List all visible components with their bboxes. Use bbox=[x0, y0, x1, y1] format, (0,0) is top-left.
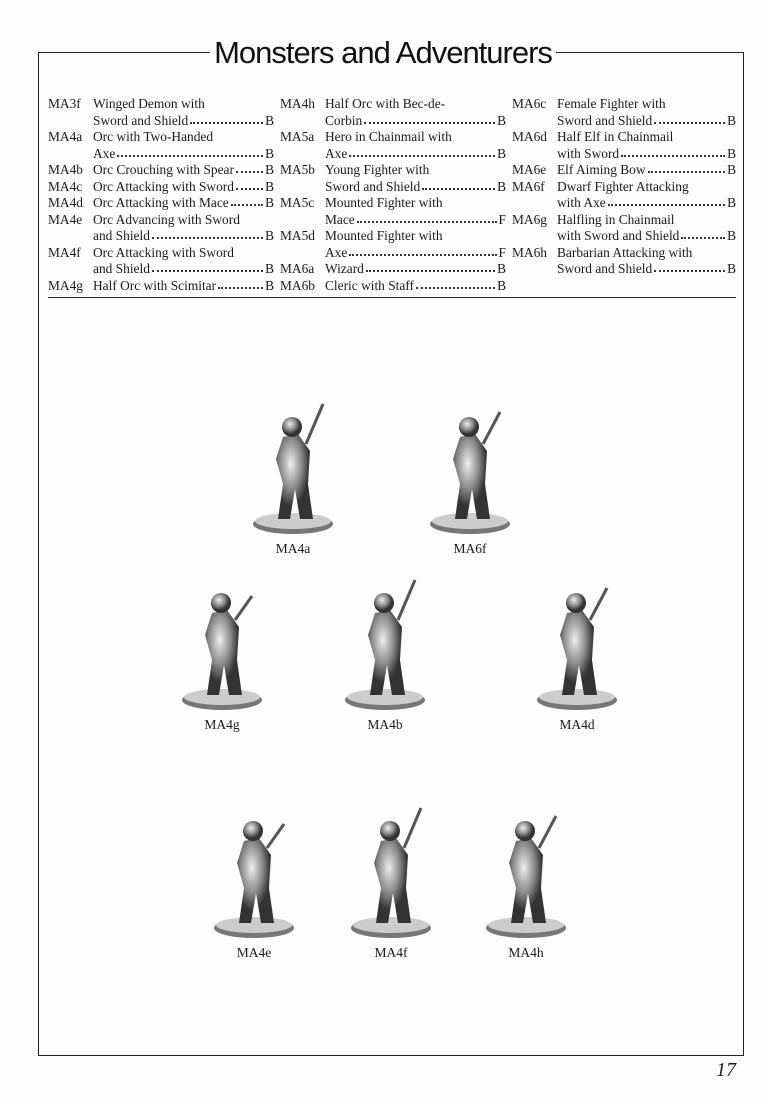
price-code: B bbox=[265, 277, 274, 293]
catalog-entry bbox=[512, 162, 736, 179]
line-text: Mounted Fighter with bbox=[325, 228, 443, 243]
description-line bbox=[325, 195, 506, 212]
product-code: MA4d bbox=[48, 195, 83, 210]
product-description bbox=[93, 245, 274, 278]
description-line bbox=[93, 162, 274, 179]
catalog-entry bbox=[280, 261, 506, 278]
product-code: MA6g bbox=[512, 211, 547, 227]
description-line bbox=[93, 278, 274, 295]
line-text: Hero in Chainmail with bbox=[325, 129, 452, 144]
price-code: B bbox=[497, 112, 506, 128]
description-line bbox=[557, 245, 736, 262]
price-code: B bbox=[265, 195, 274, 210]
price-code: B bbox=[727, 261, 736, 276]
price-code: B bbox=[727, 195, 736, 210]
price-code: B bbox=[497, 261, 506, 276]
product-description bbox=[557, 162, 736, 179]
price-code: B bbox=[727, 228, 736, 243]
product-code: MA6b bbox=[280, 277, 315, 293]
product-description bbox=[557, 179, 736, 212]
description-line bbox=[93, 146, 274, 163]
figure-caption: MA4a bbox=[275, 541, 311, 556]
dot-leader bbox=[117, 155, 263, 157]
description-line bbox=[93, 261, 274, 278]
price-code: B bbox=[265, 145, 274, 161]
description-line bbox=[93, 245, 274, 262]
price-code: B bbox=[727, 145, 736, 161]
product-description bbox=[93, 195, 274, 212]
price-code: B bbox=[265, 261, 274, 276]
line-text: Half Elf in Chainmail bbox=[557, 129, 674, 144]
miniature-photo bbox=[189, 793, 319, 943]
line-text: Sword and Shield bbox=[557, 261, 653, 276]
page-number: 17 bbox=[716, 1059, 736, 1081]
line-text: Mounted Fighter with bbox=[325, 195, 443, 210]
line-text: Orc Advancing with Sword bbox=[93, 211, 240, 227]
product-column-1 bbox=[48, 96, 274, 294]
figure-caption: MA6f bbox=[453, 541, 487, 556]
catalog-entry bbox=[48, 162, 274, 179]
figure-caption: MA4h bbox=[508, 945, 544, 960]
line-text: Cleric with Staff bbox=[325, 277, 415, 293]
dot-leader bbox=[416, 287, 495, 289]
description-line bbox=[325, 261, 506, 278]
figure-caption: MA4b bbox=[367, 717, 403, 732]
description-line bbox=[557, 162, 736, 179]
product-code: MA6f bbox=[512, 178, 545, 194]
dot-leader bbox=[648, 171, 726, 173]
dot-leader bbox=[349, 155, 495, 157]
description-line bbox=[325, 129, 506, 146]
catalog-entry bbox=[48, 212, 274, 245]
line-text: Winged Demon with bbox=[93, 96, 205, 111]
line-text: with Sword and Shield bbox=[557, 228, 680, 243]
catalog-entry bbox=[512, 212, 736, 245]
product-code: MA5c bbox=[280, 195, 315, 210]
dot-leader bbox=[654, 270, 725, 272]
catalog-entry bbox=[280, 278, 506, 295]
description-line bbox=[557, 195, 736, 212]
product-description bbox=[557, 245, 736, 278]
line-text: Sword and Shield bbox=[93, 112, 189, 128]
product-column-2 bbox=[280, 96, 506, 294]
product-description bbox=[325, 228, 506, 261]
product-code: MA4g bbox=[48, 277, 83, 293]
product-column-3 bbox=[512, 96, 736, 278]
line-text: and Shield bbox=[93, 228, 150, 243]
description-line bbox=[557, 113, 736, 130]
figure-caption: MA4e bbox=[236, 945, 272, 960]
figure-caption: MA4d bbox=[559, 717, 595, 732]
product-description bbox=[557, 129, 736, 162]
description-line bbox=[93, 96, 274, 113]
dot-leader bbox=[608, 204, 725, 206]
line-text: Barbarian Attacking with bbox=[557, 244, 693, 260]
description-line bbox=[557, 228, 736, 245]
dot-leader bbox=[422, 188, 495, 190]
product-code: MA4e bbox=[48, 211, 83, 227]
line-text: Orc Attacking with Mace bbox=[93, 195, 229, 210]
line-text: Orc Crouching with Spear bbox=[93, 162, 234, 177]
dot-leader bbox=[218, 287, 263, 289]
miniature-photo bbox=[320, 565, 450, 715]
page-title bbox=[0, 34, 766, 72]
description-line bbox=[93, 129, 274, 146]
description-line bbox=[557, 212, 736, 229]
dot-leader bbox=[231, 204, 263, 206]
product-code: MA3f bbox=[48, 96, 81, 111]
line-text: Dwarf Fighter Attacking bbox=[557, 178, 689, 194]
price-code: B bbox=[265, 112, 274, 128]
dot-leader bbox=[654, 122, 725, 124]
line-text: Mace bbox=[325, 211, 355, 227]
catalog-entry bbox=[48, 278, 274, 295]
product-code: MA6d bbox=[512, 129, 547, 144]
line-text: Wizard bbox=[325, 261, 364, 276]
price-code: B bbox=[727, 162, 736, 177]
product-description bbox=[325, 195, 506, 228]
description-line bbox=[557, 261, 736, 278]
catalog-entry bbox=[280, 96, 506, 129]
product-code: MA4h bbox=[280, 96, 315, 111]
dot-leader bbox=[357, 221, 497, 223]
line-text: Female Fighter with bbox=[557, 96, 666, 111]
line-text: Corbin bbox=[325, 112, 363, 128]
figure-caption: MA4g bbox=[204, 717, 240, 732]
line-text: Halfling in Chainmail bbox=[557, 211, 675, 227]
description-line bbox=[325, 278, 506, 295]
product-description bbox=[325, 96, 506, 129]
product-description bbox=[93, 96, 274, 129]
dot-leader bbox=[364, 122, 495, 124]
line-text: Young Fighter with bbox=[325, 162, 430, 177]
product-description bbox=[93, 212, 274, 245]
product-description bbox=[557, 212, 736, 245]
line-text: Orc with Two-Handed bbox=[93, 129, 214, 144]
price-code: F bbox=[498, 244, 506, 260]
product-description bbox=[93, 162, 274, 179]
description-line bbox=[93, 179, 274, 196]
price-code: B bbox=[497, 145, 506, 161]
price-code: B bbox=[265, 228, 274, 243]
product-code: MA6a bbox=[280, 261, 315, 276]
dot-leader bbox=[152, 237, 263, 239]
price-code: F bbox=[498, 211, 506, 227]
product-description bbox=[93, 179, 274, 196]
product-description bbox=[93, 278, 274, 295]
description-line bbox=[325, 96, 506, 113]
product-code: MA4f bbox=[48, 244, 81, 260]
product-description bbox=[325, 278, 506, 295]
line-text: Sword and Shield bbox=[325, 178, 421, 194]
price-code: B bbox=[265, 178, 274, 194]
catalog-entry bbox=[280, 129, 506, 162]
product-description bbox=[557, 96, 736, 129]
line-text: Axe bbox=[325, 244, 348, 260]
description-line bbox=[325, 146, 506, 163]
line-text: Half Orc with Bec-de- bbox=[325, 96, 446, 111]
catalog-entry bbox=[48, 129, 274, 162]
catalog-entry bbox=[280, 162, 506, 195]
catalog-entry bbox=[48, 179, 274, 196]
description-line bbox=[325, 212, 506, 229]
dot-leader bbox=[190, 122, 263, 124]
product-description bbox=[325, 129, 506, 162]
miniature-photo bbox=[157, 565, 287, 715]
product-code: MA4b bbox=[48, 162, 83, 177]
description-line bbox=[93, 228, 274, 245]
dot-leader bbox=[236, 171, 263, 173]
description-line bbox=[325, 245, 506, 262]
figure-caption: MA4f bbox=[374, 945, 408, 960]
description-line bbox=[325, 113, 506, 130]
catalog-entry bbox=[48, 195, 274, 212]
description-line bbox=[93, 212, 274, 229]
dot-leader bbox=[681, 237, 725, 239]
catalog-entry bbox=[512, 245, 736, 278]
price-code: B bbox=[497, 178, 506, 194]
product-description bbox=[93, 129, 274, 162]
description-line bbox=[325, 228, 506, 245]
line-text: with Axe bbox=[557, 195, 606, 210]
dot-leader bbox=[152, 270, 263, 272]
price-code: B bbox=[727, 112, 736, 128]
miniature-photo bbox=[405, 389, 535, 539]
product-code: MA4a bbox=[48, 129, 83, 144]
product-code: MA6h bbox=[512, 244, 547, 260]
line-text: Sword and Shield bbox=[557, 112, 653, 128]
price-code: B bbox=[497, 277, 506, 293]
miniature-photo bbox=[228, 389, 358, 539]
line-text: Axe bbox=[93, 145, 116, 161]
dot-leader bbox=[349, 254, 496, 256]
catalog-entry bbox=[48, 96, 274, 129]
product-code: MA6e bbox=[512, 162, 547, 177]
product-description bbox=[325, 261, 506, 278]
line-text: Half Orc with Scimitar bbox=[93, 277, 217, 293]
product-description bbox=[325, 162, 506, 195]
description-line bbox=[325, 162, 506, 179]
product-code: MA6c bbox=[512, 96, 547, 111]
description-line bbox=[325, 179, 506, 196]
miniature-photo bbox=[512, 565, 642, 715]
description-line bbox=[557, 179, 736, 196]
catalog-entry bbox=[280, 228, 506, 261]
description-line bbox=[557, 96, 736, 113]
dot-leader bbox=[621, 155, 725, 157]
description-line bbox=[557, 129, 736, 146]
catalog-entry bbox=[512, 96, 736, 129]
catalog-entry bbox=[280, 195, 506, 228]
dot-leader bbox=[236, 188, 263, 190]
miniature-photo bbox=[461, 793, 591, 943]
product-code: MA4c bbox=[48, 178, 83, 194]
divider bbox=[48, 297, 736, 298]
line-text: with Sword bbox=[557, 145, 620, 161]
line-text: Elf Aiming Bow bbox=[557, 162, 646, 177]
product-code: MA5d bbox=[280, 228, 315, 243]
miniature-photo bbox=[326, 793, 456, 943]
catalog-entry bbox=[512, 179, 736, 212]
product-code: MA5b bbox=[280, 162, 315, 177]
catalog-entry bbox=[48, 245, 274, 278]
price-code: B bbox=[265, 162, 274, 177]
title-text: Monsters and Adventurers bbox=[210, 35, 556, 70]
line-text: Orc Attacking with Sword bbox=[93, 244, 234, 260]
description-line bbox=[93, 113, 274, 130]
dot-leader bbox=[366, 270, 495, 272]
description-line bbox=[93, 195, 274, 212]
line-text: and Shield bbox=[93, 261, 150, 276]
description-line bbox=[557, 146, 736, 163]
line-text: Axe bbox=[325, 145, 348, 161]
product-code: MA5a bbox=[280, 129, 315, 144]
line-text: Orc Attacking with Sword bbox=[93, 178, 234, 194]
catalog-entry bbox=[512, 129, 736, 162]
